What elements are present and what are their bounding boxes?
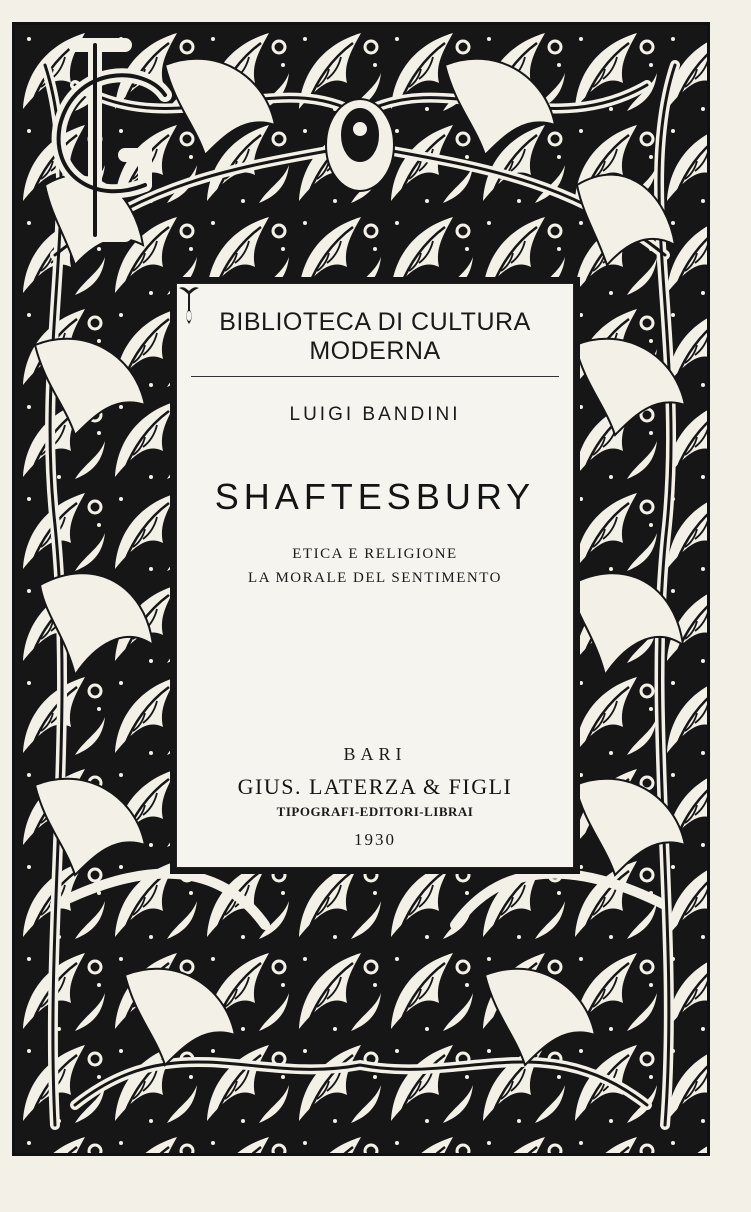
publisher-name: GIUS. LATERZA & FIGLI [237,774,513,799]
author-name: LUIGI BANDINI [289,404,461,425]
subtitle-line2: LA MORALE DEL SENTIMENTO [248,570,502,586]
fleuron-icon [177,284,201,326]
series-title-line1: BIBLIOTECA DI CULTURA [219,308,531,336]
imprint-city: BARI [343,744,407,764]
title-panel-paper [176,283,574,868]
subtitle-line1: ETICA E RELIGIONE [292,546,458,562]
title-panel [170,277,580,874]
divider [191,376,559,377]
publisher-trade: TIPOGRAFI-EDITORI-LIBRAI [276,804,474,819]
acanthus-border-icon [12,22,710,1156]
series-title-line2: MODERNA [309,337,441,365]
book-title: SHAFTESBURY [214,476,536,517]
series-title [177,308,573,366]
publisher-monogram-icon [15,25,215,255]
publication-year: 1930 [354,830,396,849]
